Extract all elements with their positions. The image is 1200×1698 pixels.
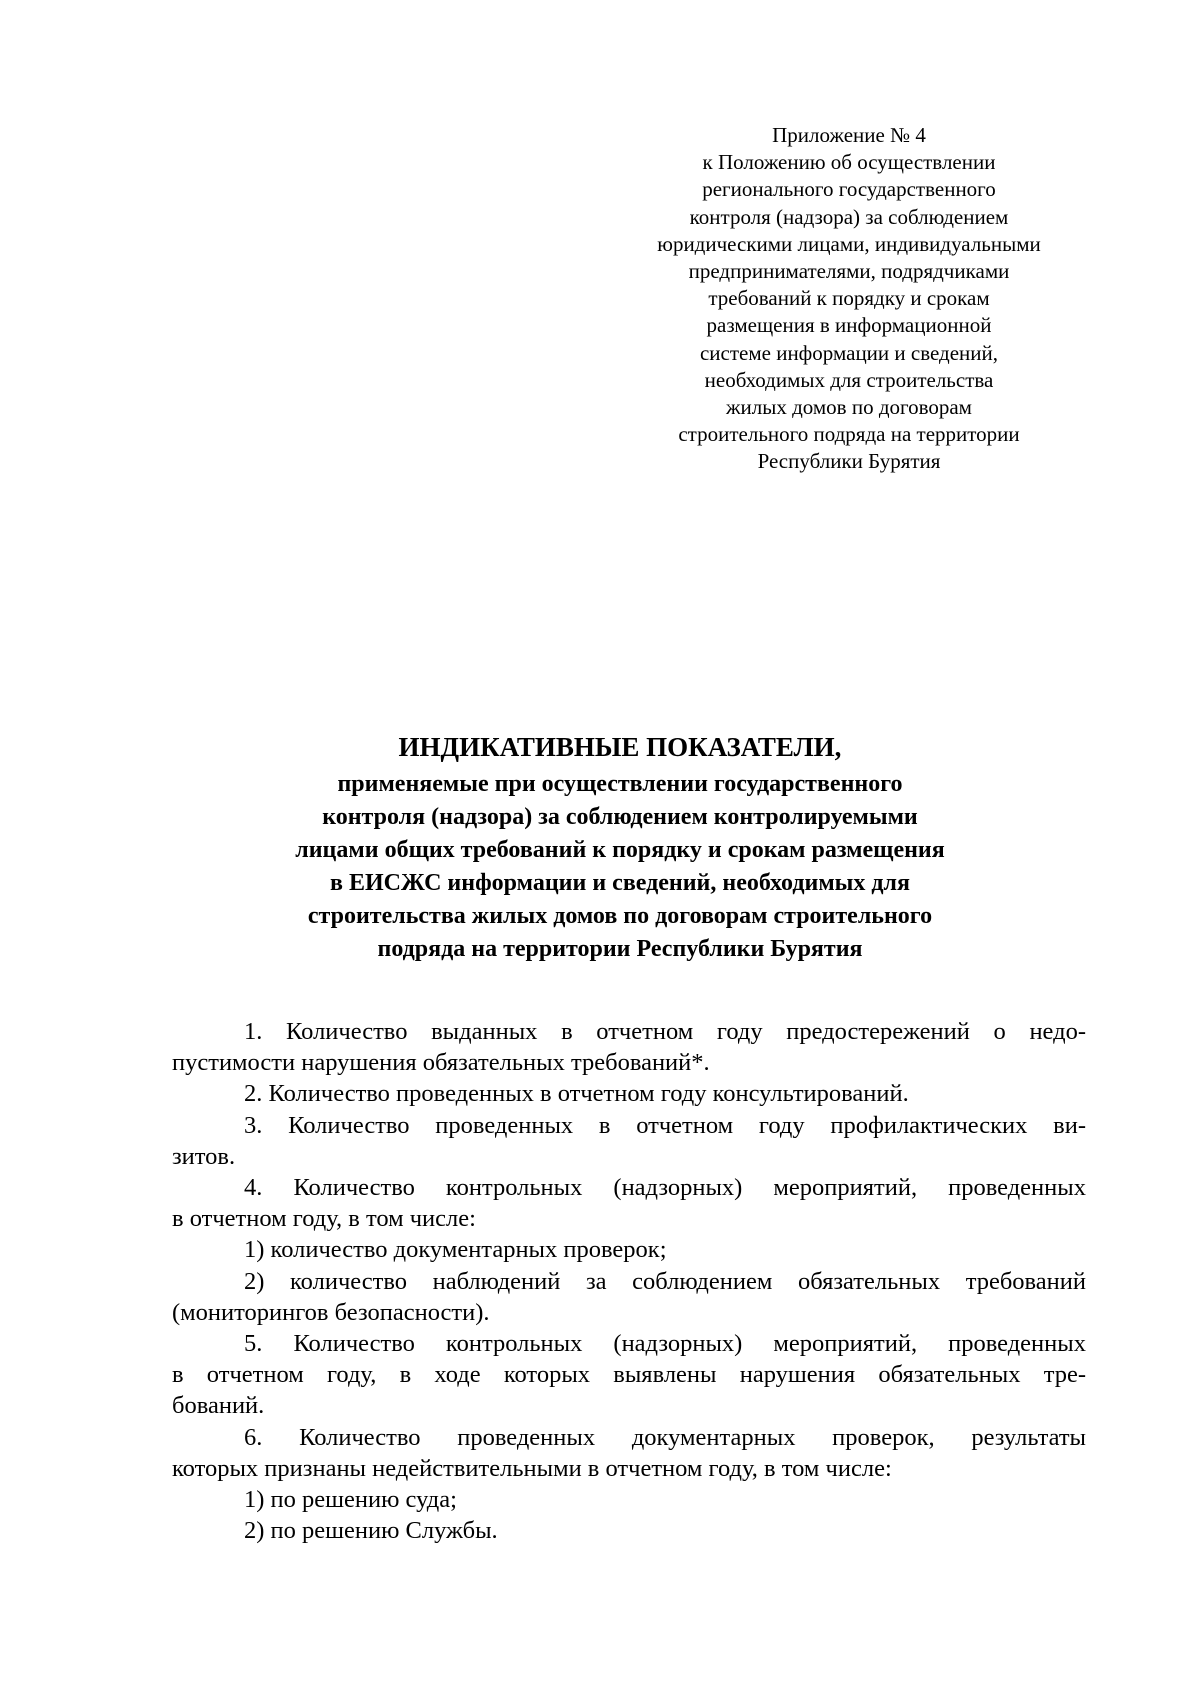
body-line: 4. Количество контрольных (надзорных) мероприятий, проведенных <box>244 1174 1086 1202</box>
appendix-line: юридическими лицами, индивидуальными <box>657 231 1041 256</box>
appendix-line: системе информации и сведений, <box>699 340 999 365</box>
body-line: (мониторингов безопасности). <box>172 1298 490 1326</box>
appendix-line: Приложение № 4 <box>772 123 926 147</box>
body-line: 6. Количество проведенных документарных проверок, результаты <box>244 1423 1086 1451</box>
appendix-line: строительного подряда на территории <box>678 422 1020 447</box>
indicator-list <box>172 1016 1086 1546</box>
appendix-line: регионального государственного <box>702 177 996 202</box>
appendix-line: контроля (надзора) за соблюдением <box>689 204 1009 229</box>
appendix-line: размещения в информационной <box>706 313 992 338</box>
body-line: 3. Количество проведенных в отчетном году профилактических ви- <box>244 1111 1086 1139</box>
appendix-line: жилых домов по договорам <box>726 395 972 420</box>
title-line: подряда на территории Республики Бурятия <box>377 936 863 962</box>
body-line: пустимости нарушения обязательных требований*. <box>172 1049 710 1077</box>
body-line: 2) количество наблюдений за соблюдением обязательных требований <box>244 1267 1086 1295</box>
title-line: лицами общих требований к порядку и срокам размещения <box>295 837 945 863</box>
body-line: в отчетном году, в ходе которых выявлены нарушения обязательных тре- <box>172 1361 1086 1389</box>
document-title <box>160 730 1080 966</box>
body-line: зитов. <box>172 1142 236 1170</box>
body-line: в отчетном году, в том числе: <box>172 1205 476 1233</box>
body-line: 1. Количество выданных в отчетном году предостережений о недо- <box>244 1018 1086 1045</box>
appendix-line: предпринимателями, подрядчиками <box>688 259 1010 284</box>
body-line: 1) по решению суда; <box>244 1486 457 1514</box>
appendix-line: Республики Бурятия <box>757 449 941 474</box>
body-line: 2) по решению Службы. <box>244 1517 498 1545</box>
title-line: в ЕИСЖС информации и сведений, необходимых для <box>329 870 910 896</box>
body-line: которых признаны недействительными в отчетном году, в том числе: <box>172 1454 892 1482</box>
body-line: бований. <box>172 1392 265 1420</box>
appendix-line: к Положению об осуществлении <box>702 150 996 175</box>
appendix-line: необходимых для строительства <box>704 367 994 392</box>
body-line: 5. Количество контрольных (надзорных) мероприятий, проведенных <box>244 1330 1086 1358</box>
title-line: строительства жилых домов по договорам строительного <box>307 903 933 929</box>
title-line: контроля (надзора) за соблюдением контролируемыми <box>322 804 918 830</box>
body-line: 1) количество документарных проверок; <box>244 1236 667 1264</box>
appendix-line: требований к порядку и срокам <box>708 286 990 311</box>
title-line: применяемые при осуществлении государственного <box>337 771 903 797</box>
appendix-reference <box>624 122 1074 476</box>
body-line: 2. Количество проведенных в отчетном году консультирований. <box>244 1080 909 1108</box>
title-heading: ИНДИКАТИВНЫЕ ПОКАЗАТЕЛИ, <box>398 732 842 762</box>
